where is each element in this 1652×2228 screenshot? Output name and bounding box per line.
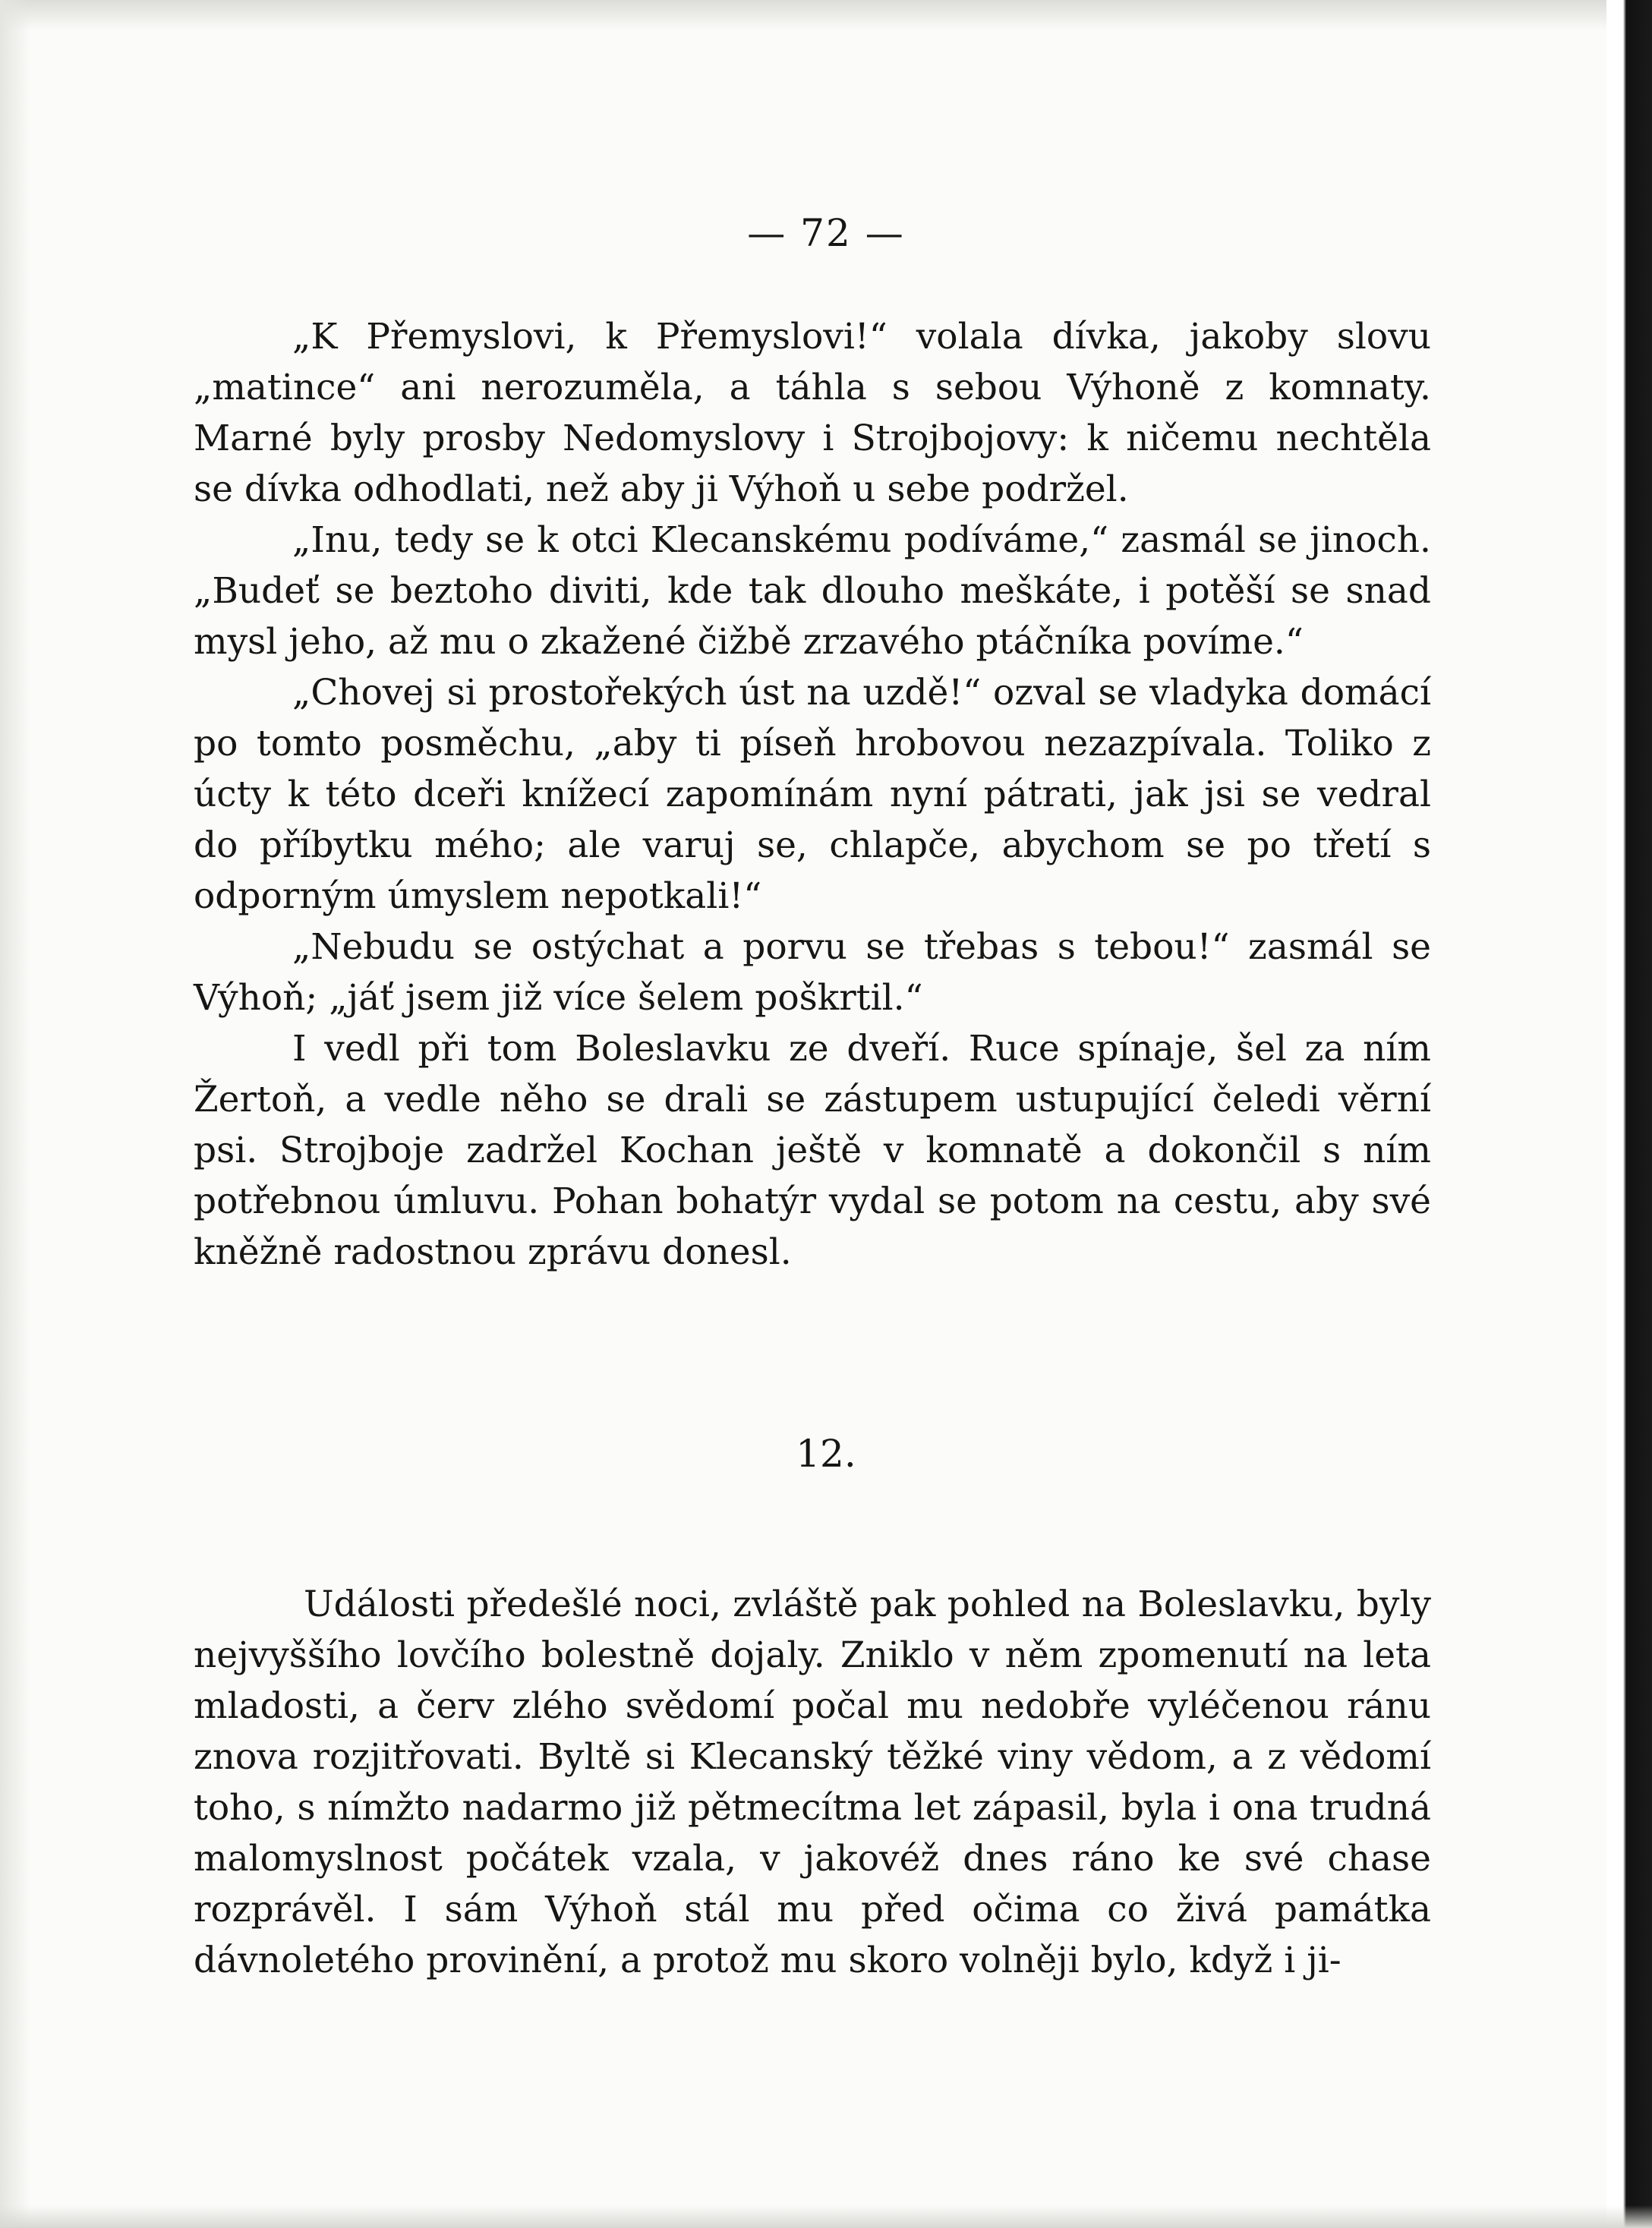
paragraph: „Chovej si prostořekých úst na uzdě!“ ozval se vladyka domácí po tomto posměchu, „aby ti píseň hrobovou nezazpívala. Toliko z úcty k této dceři knížecí zapomínám nyní pátrati, jak jsi se vedral do příbytku mého; ale varuj se, chlapče, abychom se po třetí s odporným úmyslem nepotkali!“	[194, 672, 1431, 917]
text-section-2	[194, 1579, 1431, 1986]
paragraph: „Nebudu se ostýchat a porvu se třebas s tebou!“ zasmál se Výhoň; „jáť jsem již více šelem poškrtil.“	[194, 926, 1431, 1019]
paragraph: „K Přemyslovi, k Přemyslovi!“ volala dívka, jakoby slovu „matince“ ani nerozuměla, a táhla s sebou Výhoně z komnaty. Marné byly prosby Nedomyslovy i Strojbojovy: k ničemu nechtěla se dívka odhodlati, než aby ji Výhoň u sebe podržel.	[194, 316, 1431, 510]
chapter-heading: 12.	[796, 1432, 856, 1476]
page-number: — 72 —	[747, 211, 905, 255]
paragraph: Události předešlé noci, zvláště pak pohled na Boleslavku, byly nejvyššího lovčího bolestně dojaly. Zniklo v něm zpomenutí na leta mladosti, a červ zlého svědomí počal mu nedobře vyléčenou ránu znova rozjitřovati. Byltě si Klecanský těžké viny vědom, a z vědomí toho, s nímžto nadarmo již pětmecítma let zápasil, byla i ona trudná malomyslnost počátek vzala, v jakovéž dnes ráno ke své chase rozprávěl. I sám Výhoň stál mu před očima co živá památka dávnoletého provinění, a protož mu skoro volněji bylo, když i ji-	[194, 1584, 1431, 1981]
scan-edge-left	[0, 0, 30, 2228]
scan-edge-bottom	[0, 2205, 1652, 2228]
scan-edge-top	[0, 0, 1652, 30]
paragraph: „Inu, tedy se k otci Klecanskému podíváme,“ zasmál se jinoch. „Budeť se beztoho diviti, kde tak dlouho meškáte, i potěší se snad mysl jeho, až mu o zkažené čižbě zrzavého ptáčníka povíme.“	[194, 519, 1431, 663]
paragraph: I vedl při tom Boleslavku ze dveří. Ruce spínaje, šel za ním Žertoň, a vedle něho se drali se zástupem ustupující čeledi věrní psi. Strojboje zadržel Kochan ještě v komnatě a dokončil s ním potřebnou úmluvu. Pohan bohatýr vydal se potom na cestu, aby své kněžně radostnou zprávu donesl.	[194, 1028, 1431, 1273]
scan-edge-right	[1606, 0, 1652, 2228]
text-section-1	[194, 311, 1431, 1278]
